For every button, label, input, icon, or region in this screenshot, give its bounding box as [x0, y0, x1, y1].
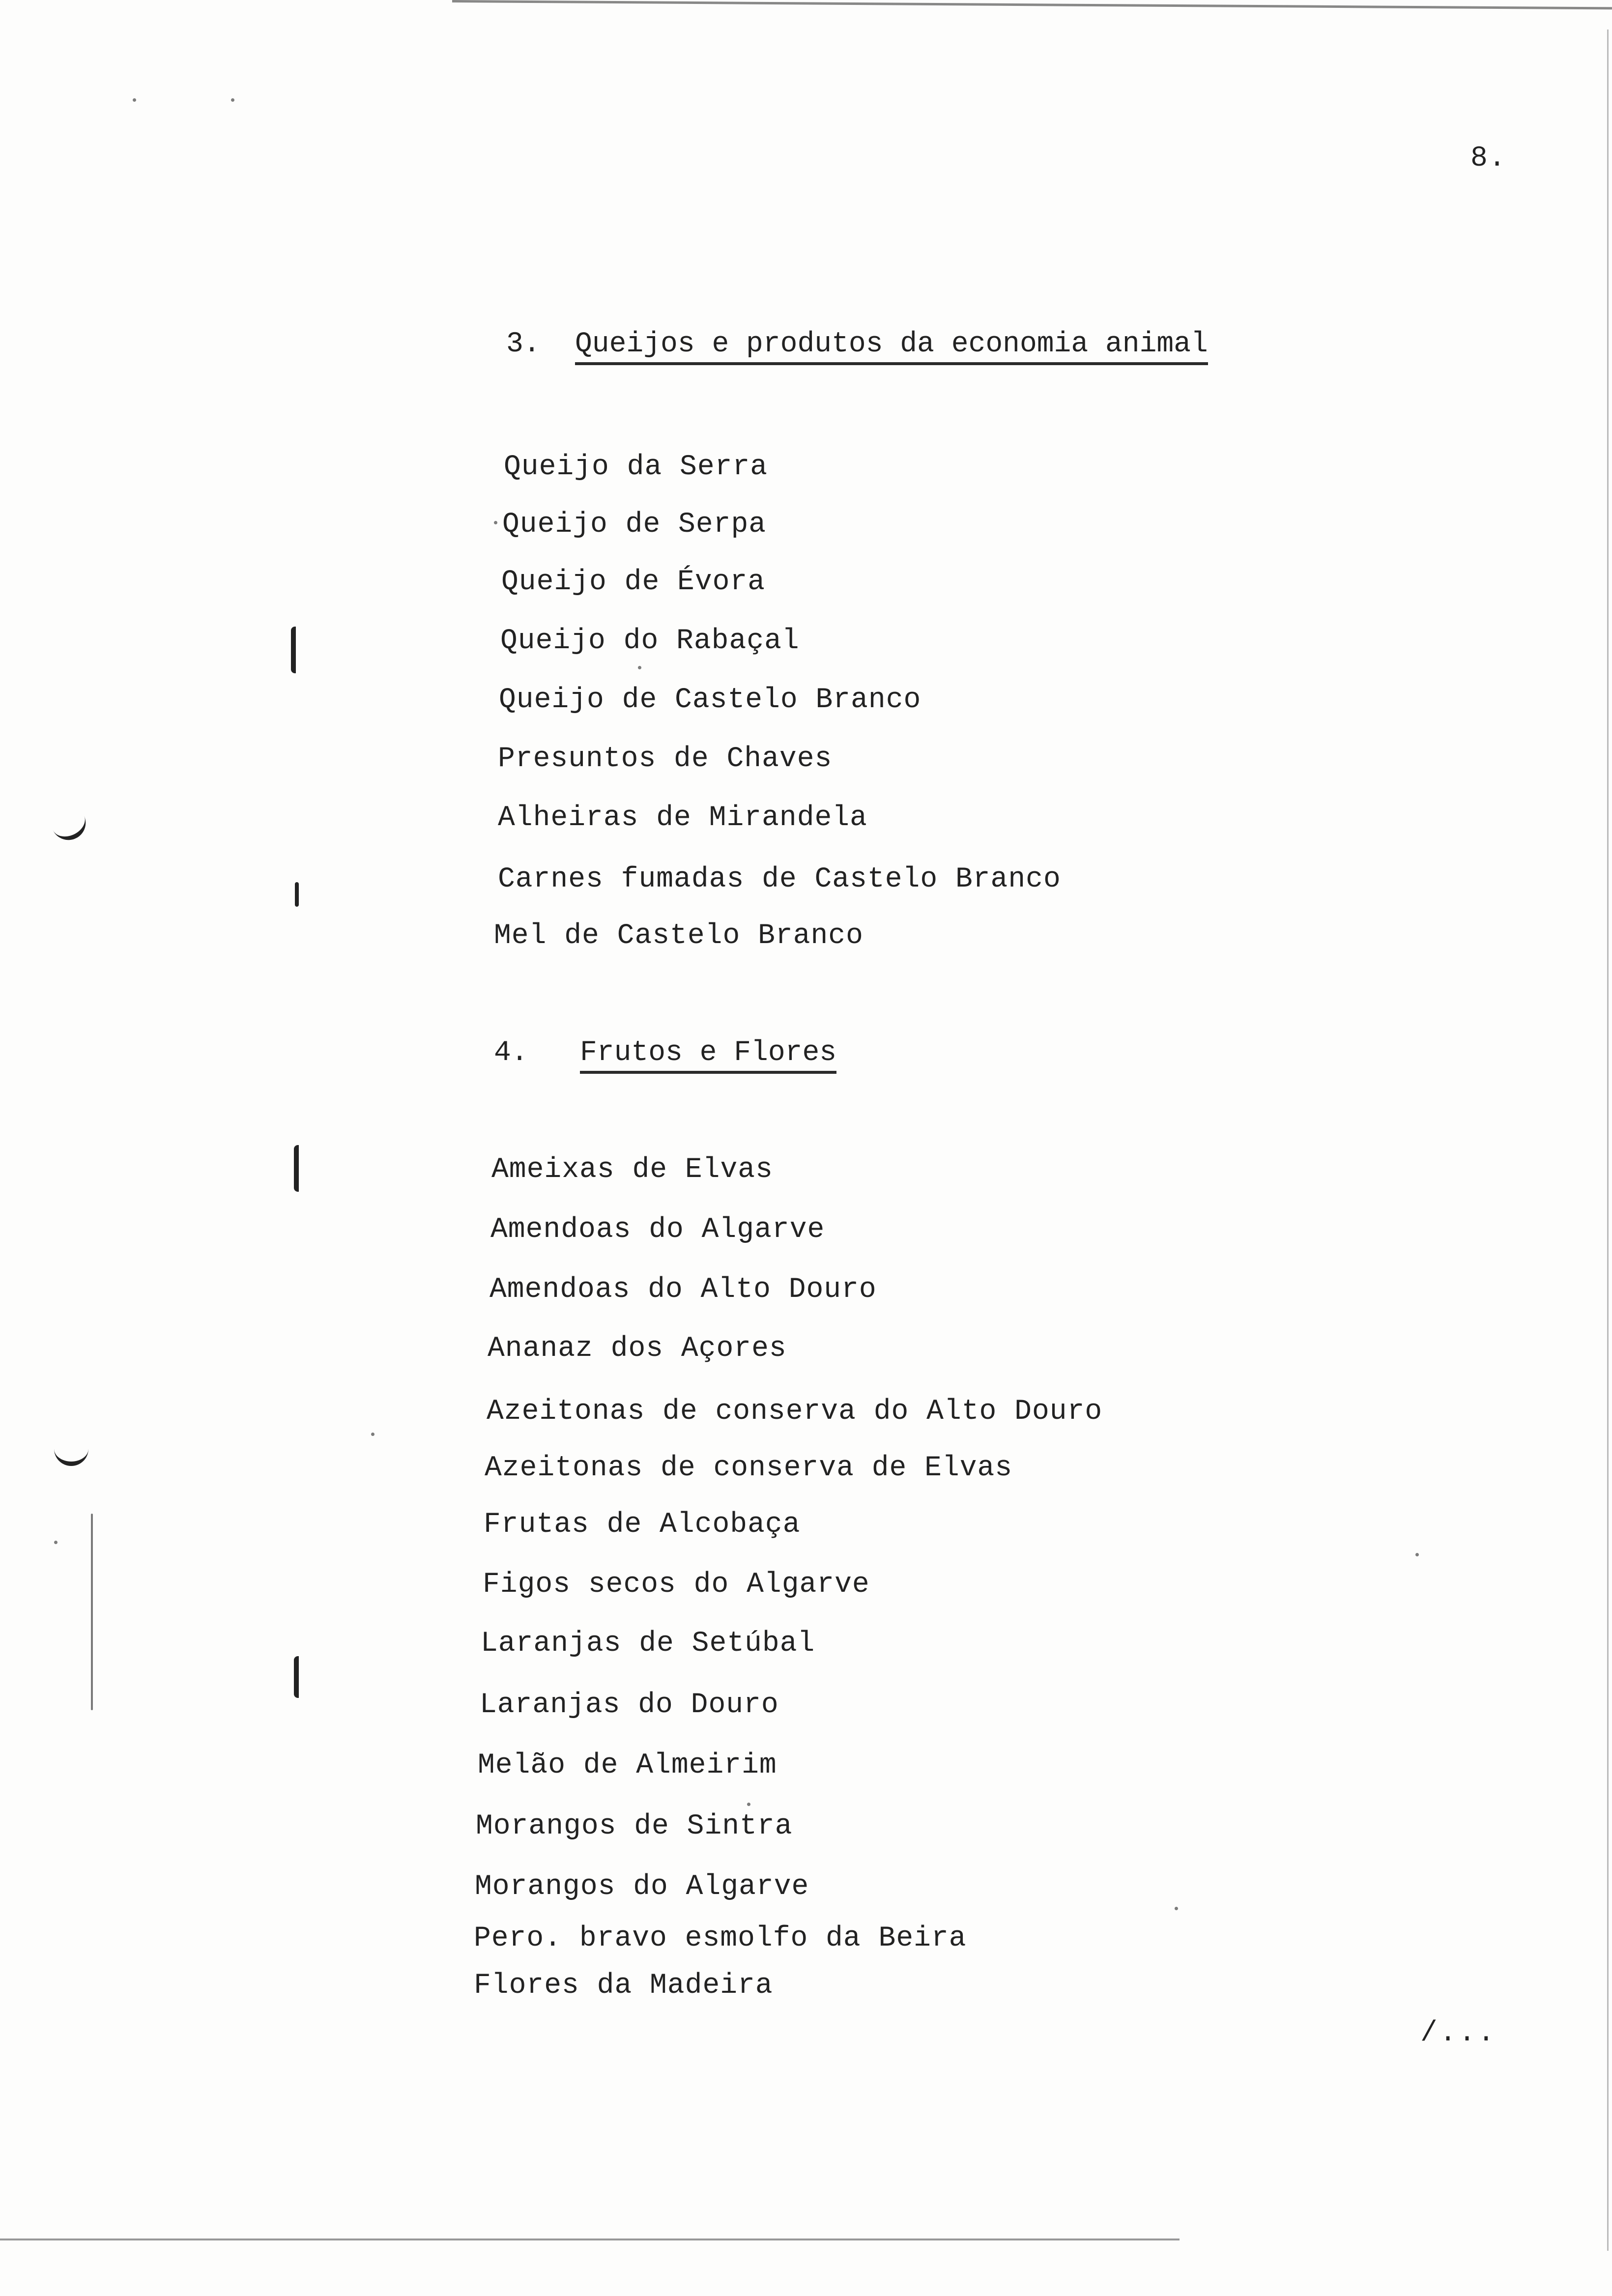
speck: [54, 1541, 58, 1544]
hole-mark: [51, 812, 91, 846]
speck: [1175, 1907, 1178, 1910]
speck: [747, 1803, 750, 1806]
speck: [133, 98, 136, 102]
list-item: Queijo de Évora: [501, 566, 766, 598]
margin-line: [91, 1514, 93, 1710]
list-item: Queijo do Rabaçal: [500, 625, 800, 657]
punch-mark: [294, 1656, 299, 1698]
list-item: Ananaz dos Açores: [488, 1333, 787, 1365]
list-item: Flores da Madeira: [474, 1970, 773, 2002]
list-item: Morangos do Algarve: [475, 1871, 809, 1903]
section-heading: [506, 328, 1208, 365]
section-number: 3.: [506, 328, 541, 360]
punch-mark: [295, 882, 299, 907]
section-title: Frutos e Flores: [580, 1037, 836, 1074]
punch-mark: [291, 627, 296, 673]
speck: [638, 666, 641, 669]
speck: [371, 1433, 374, 1436]
list-item: Pero. bravo esmolfo da Beira: [474, 1923, 967, 1954]
list-item: Amendoas do Algarve: [490, 1214, 825, 1246]
scan-edge-top: [452, 0, 1612, 14]
list-item: Azeitonas de conserva do Alto Douro: [487, 1396, 1103, 1428]
list-item: Figos secos do Algarve: [483, 1569, 870, 1601]
list-item: Mel de Castelo Branco: [494, 920, 864, 952]
punch-mark: [294, 1145, 299, 1192]
page-number: 8.: [1470, 143, 1507, 174]
scan-edge-right: [1607, 29, 1612, 2251]
list-item: Melão de Almeirim: [478, 1750, 777, 1781]
list-item: Morangos de Sintra: [476, 1810, 793, 1842]
list-item: Queijo de Castelo Branco: [499, 684, 921, 716]
scan-edge-bottom: [0, 2239, 1180, 2245]
continuation-mark: /...: [1420, 2017, 1497, 2049]
list-item: Carnes fumadas de Castelo Branco: [498, 863, 1061, 895]
list-item: Azeitonas de conserva de Elvas: [485, 1452, 1013, 1484]
speck: [494, 521, 497, 524]
list-item: Queijo da Serra: [504, 451, 768, 483]
list-item: Presuntos de Chaves: [498, 743, 833, 775]
list-item: Frutas de Alcobaça: [484, 1509, 801, 1541]
hole-mark: [54, 1445, 88, 1466]
section-title: Queijos e produtos da economia animal: [575, 328, 1208, 365]
list-item: Queijo de Serpa: [502, 509, 767, 541]
list-item: Ameixas de Elvas: [491, 1154, 773, 1186]
list-item: Alheiras de Mirandela: [498, 802, 867, 834]
list-item: Laranjas de Setúbal: [481, 1628, 815, 1660]
list-item: Laranjas do Douro: [480, 1689, 779, 1721]
section-number: 4.: [494, 1037, 528, 1069]
speck: [231, 98, 234, 102]
speck: [1415, 1553, 1419, 1556]
section-heading: [494, 1037, 836, 1074]
list-item: Amendoas do Alto Douro: [489, 1274, 877, 1306]
